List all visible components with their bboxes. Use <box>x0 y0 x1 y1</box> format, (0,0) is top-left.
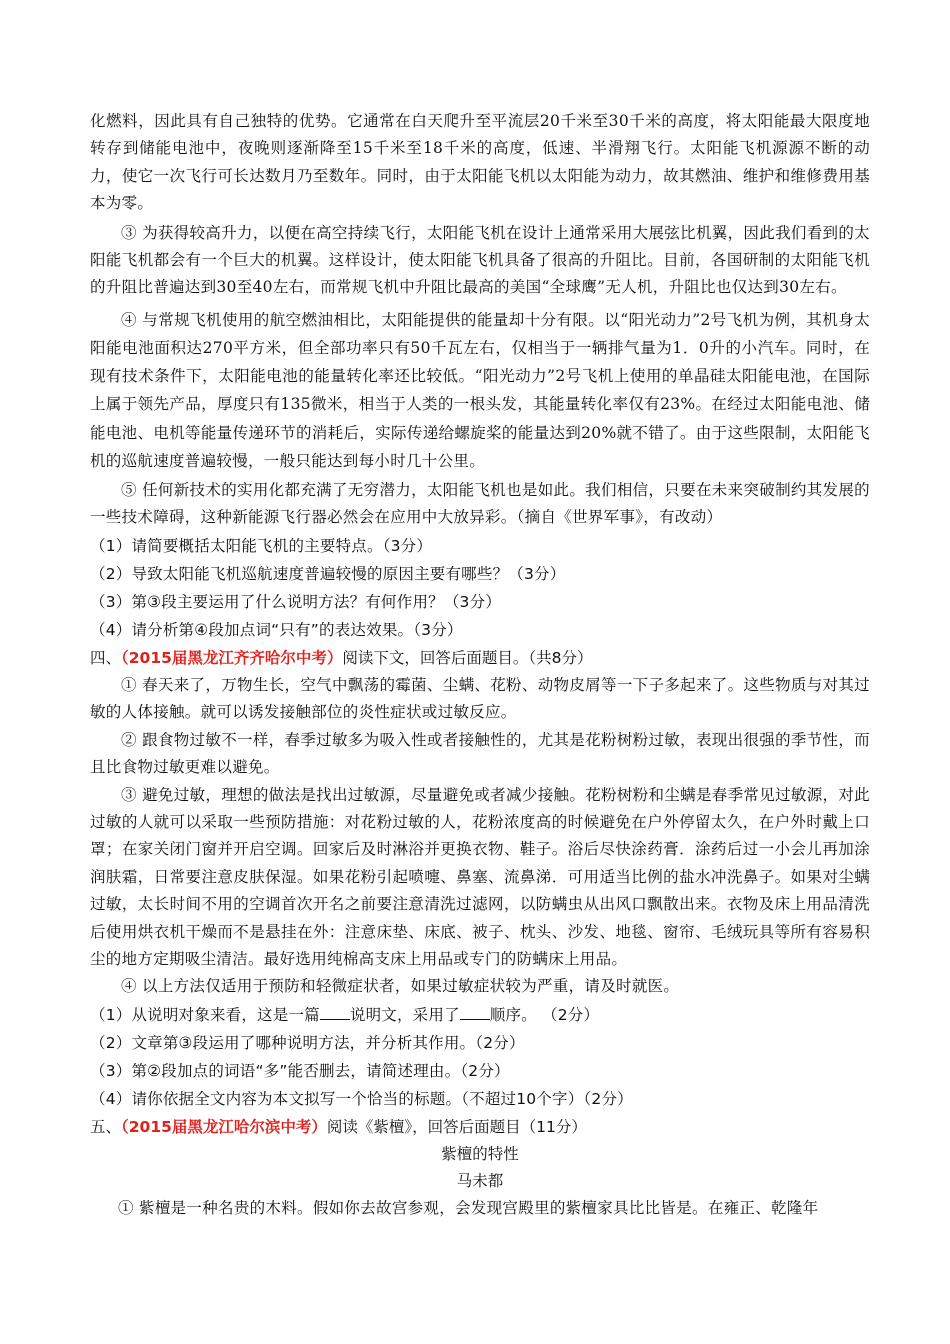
passage3-paragraph-3: ③ 为获得较高升力，以便在高空持续飞行，太阳能飞机在设计上通常采用大展弦比机翼，因此我们看到的太阳能飞机都会有一个巨大的机翼。这样设计，使太阳能飞机具备了很高的升阻比。目前，各国研制的太阳能飞机的升阻比普遍达到30至40左右，而常规飞机中升阻比最高的美国“全球鹰”无人机，升阻比也仅达到30左右。 <box>90 223 870 297</box>
passage3-question-1: （1）请简要概括太阳能飞机的主要特点。（3分） <box>90 536 433 555</box>
section4-paragraph-1: ① 春天来了，万物生长，空气中飘荡的霉菌、尘螨、花粉、动物皮屑等一下子多起来了。这些物质与对其过敏的人体接触。就可以诱发接触部位的炎性症状或过敏反应。 <box>90 675 870 722</box>
answer-blank-2[interactable] <box>460 1003 490 1020</box>
passage3-question-2: （2）导致太阳能飞机巡航速度普遍较慢的原因主要有哪些？（3分） <box>90 564 566 583</box>
section4-number: 四、 <box>90 648 122 667</box>
document-page <box>90 108 870 1222</box>
section4-paragraph-2: ② 跟食物过敏不一样，春季过敏多为吸入性或者接触性的，尤其是花粉树粉过敏，表现出很强的季节性，而且比食物过敏更难以避免。 <box>90 730 870 777</box>
section5-paragraph-1: ① 紫檀是一种名贵的木料。假如你去故宫参观，会发现宫殿里的紫檀家具比比皆是。在雍正、乾隆年 <box>118 1198 819 1217</box>
passage3-question-3: （3）第③段主要运用了什么说明方法？有何作用？（3分） <box>90 592 502 611</box>
section4-question-4: （4）请你依据全文内容为本文拟写一个恰当的标题。（不超过10个字）（2分） <box>90 1089 633 1108</box>
passage3-paragraph-5: ⑤ 任何新技术的实用化都充满了无穷潜力，太阳能飞机也是如此。我们相信，只要在未来突破制约其发展的一些技术障碍，这种新能源飞行器必然会在应用中大放异彩。（摘自《世界军事》，有改动） <box>90 481 870 527</box>
section4-question-1-part-b: 说明文，采用了 <box>349 1005 460 1024</box>
section5-number: 五、 <box>90 1117 122 1136</box>
section4-instruction: 阅读下文，回答后面题目。（共8分） <box>342 648 593 667</box>
answer-blank-1[interactable] <box>320 1003 350 1020</box>
passage3-question-4: （4）请分析第④段加点词“只有”的表达效果。（3分） <box>90 620 463 639</box>
section4-question-1-part-a: （1）从说明对象来看，这是一篇 <box>90 1005 320 1024</box>
section4-question-2: （2）文章第③段运用了哪种说明方法，并分析其作用。（2分） <box>90 1033 525 1052</box>
section4-question-1-part-c: 顺序。 （2分） <box>489 1005 600 1024</box>
article-title: 紫檀的特性 <box>441 1144 519 1163</box>
section5-source: （2015届黑龙江哈尔滨中考） <box>121 1117 327 1136</box>
passage3-paragraph-4: ④ 与常规飞机使用的航空燃油相比，太阳能提供的能量却十分有限。以“阳光动力”2号飞机为例，其机身太阳能电池面积达270平方米，但全部功率只有50千瓦左右，仅相当于一辆排气量为1．0升的小汽车。同时，在现有技术条件下，太阳能电池的能量转化率还比较低。“阳光动力”2号飞机上使用的单晶硅太阳能电池，在国际上属于领先产品，厚度只有135微米，相当于人类的一根头发，其能量转化率仅有23%。在经过太阳能电池、储能电池、电机等能量传递环节的消耗后，实际传递给螺旋桨的能量达到20%就不错了。由于这些限制，太阳能飞机的巡航速度普遍较慢，一般只能达到每小时几十公里。 <box>90 310 870 470</box>
section4-question-3: （3）第②段加点的词语“多”能否删去，请简述理由。（2分） <box>90 1061 510 1080</box>
section4-source: （2015届黑龙江齐齐哈尔中考） <box>121 648 343 667</box>
section4-heading <box>90 644 870 672</box>
section4-paragraph-4: ④ 以上方法仅适用于预防和轻微症状者，如果过敏症状较为严重，请及时就医。 <box>121 977 680 996</box>
section4-paragraph-3: ③ 避免过敏，理想的做法是找出过敏源，尽量避免或者减少接触。花粉树粉和尘螨是春季常见过敏源，对此过敏的人就可以采取一些预防措施：对花粉过敏的人，花粉浓度高的时候避免在户外停留太久，在户外时戴上口罩；在家关闭门窗并开启空调。回家后及时淋浴并更换衣物、鞋子。浴后尽快涂药膏．涂药后过一小会儿再加涂润肤霜，日常要注意皮肤保湿。如果花粉引起喷嚏、鼻塞、流鼻涕．可用适当比例的盐水冲洗鼻子。如果对尘螨过敏，太长时间不用的空调首次开名之前要注意清洗过滤网，以防螨虫从出风口飘散出来。衣物及床上用品清洗后使用烘衣机干燥而不是悬挂在外：注意床垫、床底、被子、枕头、沙发、地毯、窗帘、毛绒玩具等所有容易积尘的地方定期吸尘清洁。最好选用纯棉高支床上用品或专门的防螨床上用品。 <box>90 785 870 968</box>
passage3-paragraph-2-continued: 化燃料，因此具有自己独特的优势。它通常在白天爬升至平流层20千米至30千米的高度，将太阳能最大限度地转存到储能电池中，夜晚则逐渐降至15千米至18千米的高度，低速、半滑翔飞行。太阳能飞机源源不断的动力，使它一次飞行可长达数月乃至数年。同时，由于太阳能飞机以太阳能为动力，故其燃油、维护和维修费用基本为零。 <box>90 112 870 213</box>
article-author: 马未都 <box>456 1171 504 1190</box>
section4-question-1 <box>90 1001 870 1029</box>
section5-heading <box>90 1113 870 1141</box>
section5-instruction: 阅读《紫檀》，回答后面题目（11分） <box>326 1117 587 1136</box>
